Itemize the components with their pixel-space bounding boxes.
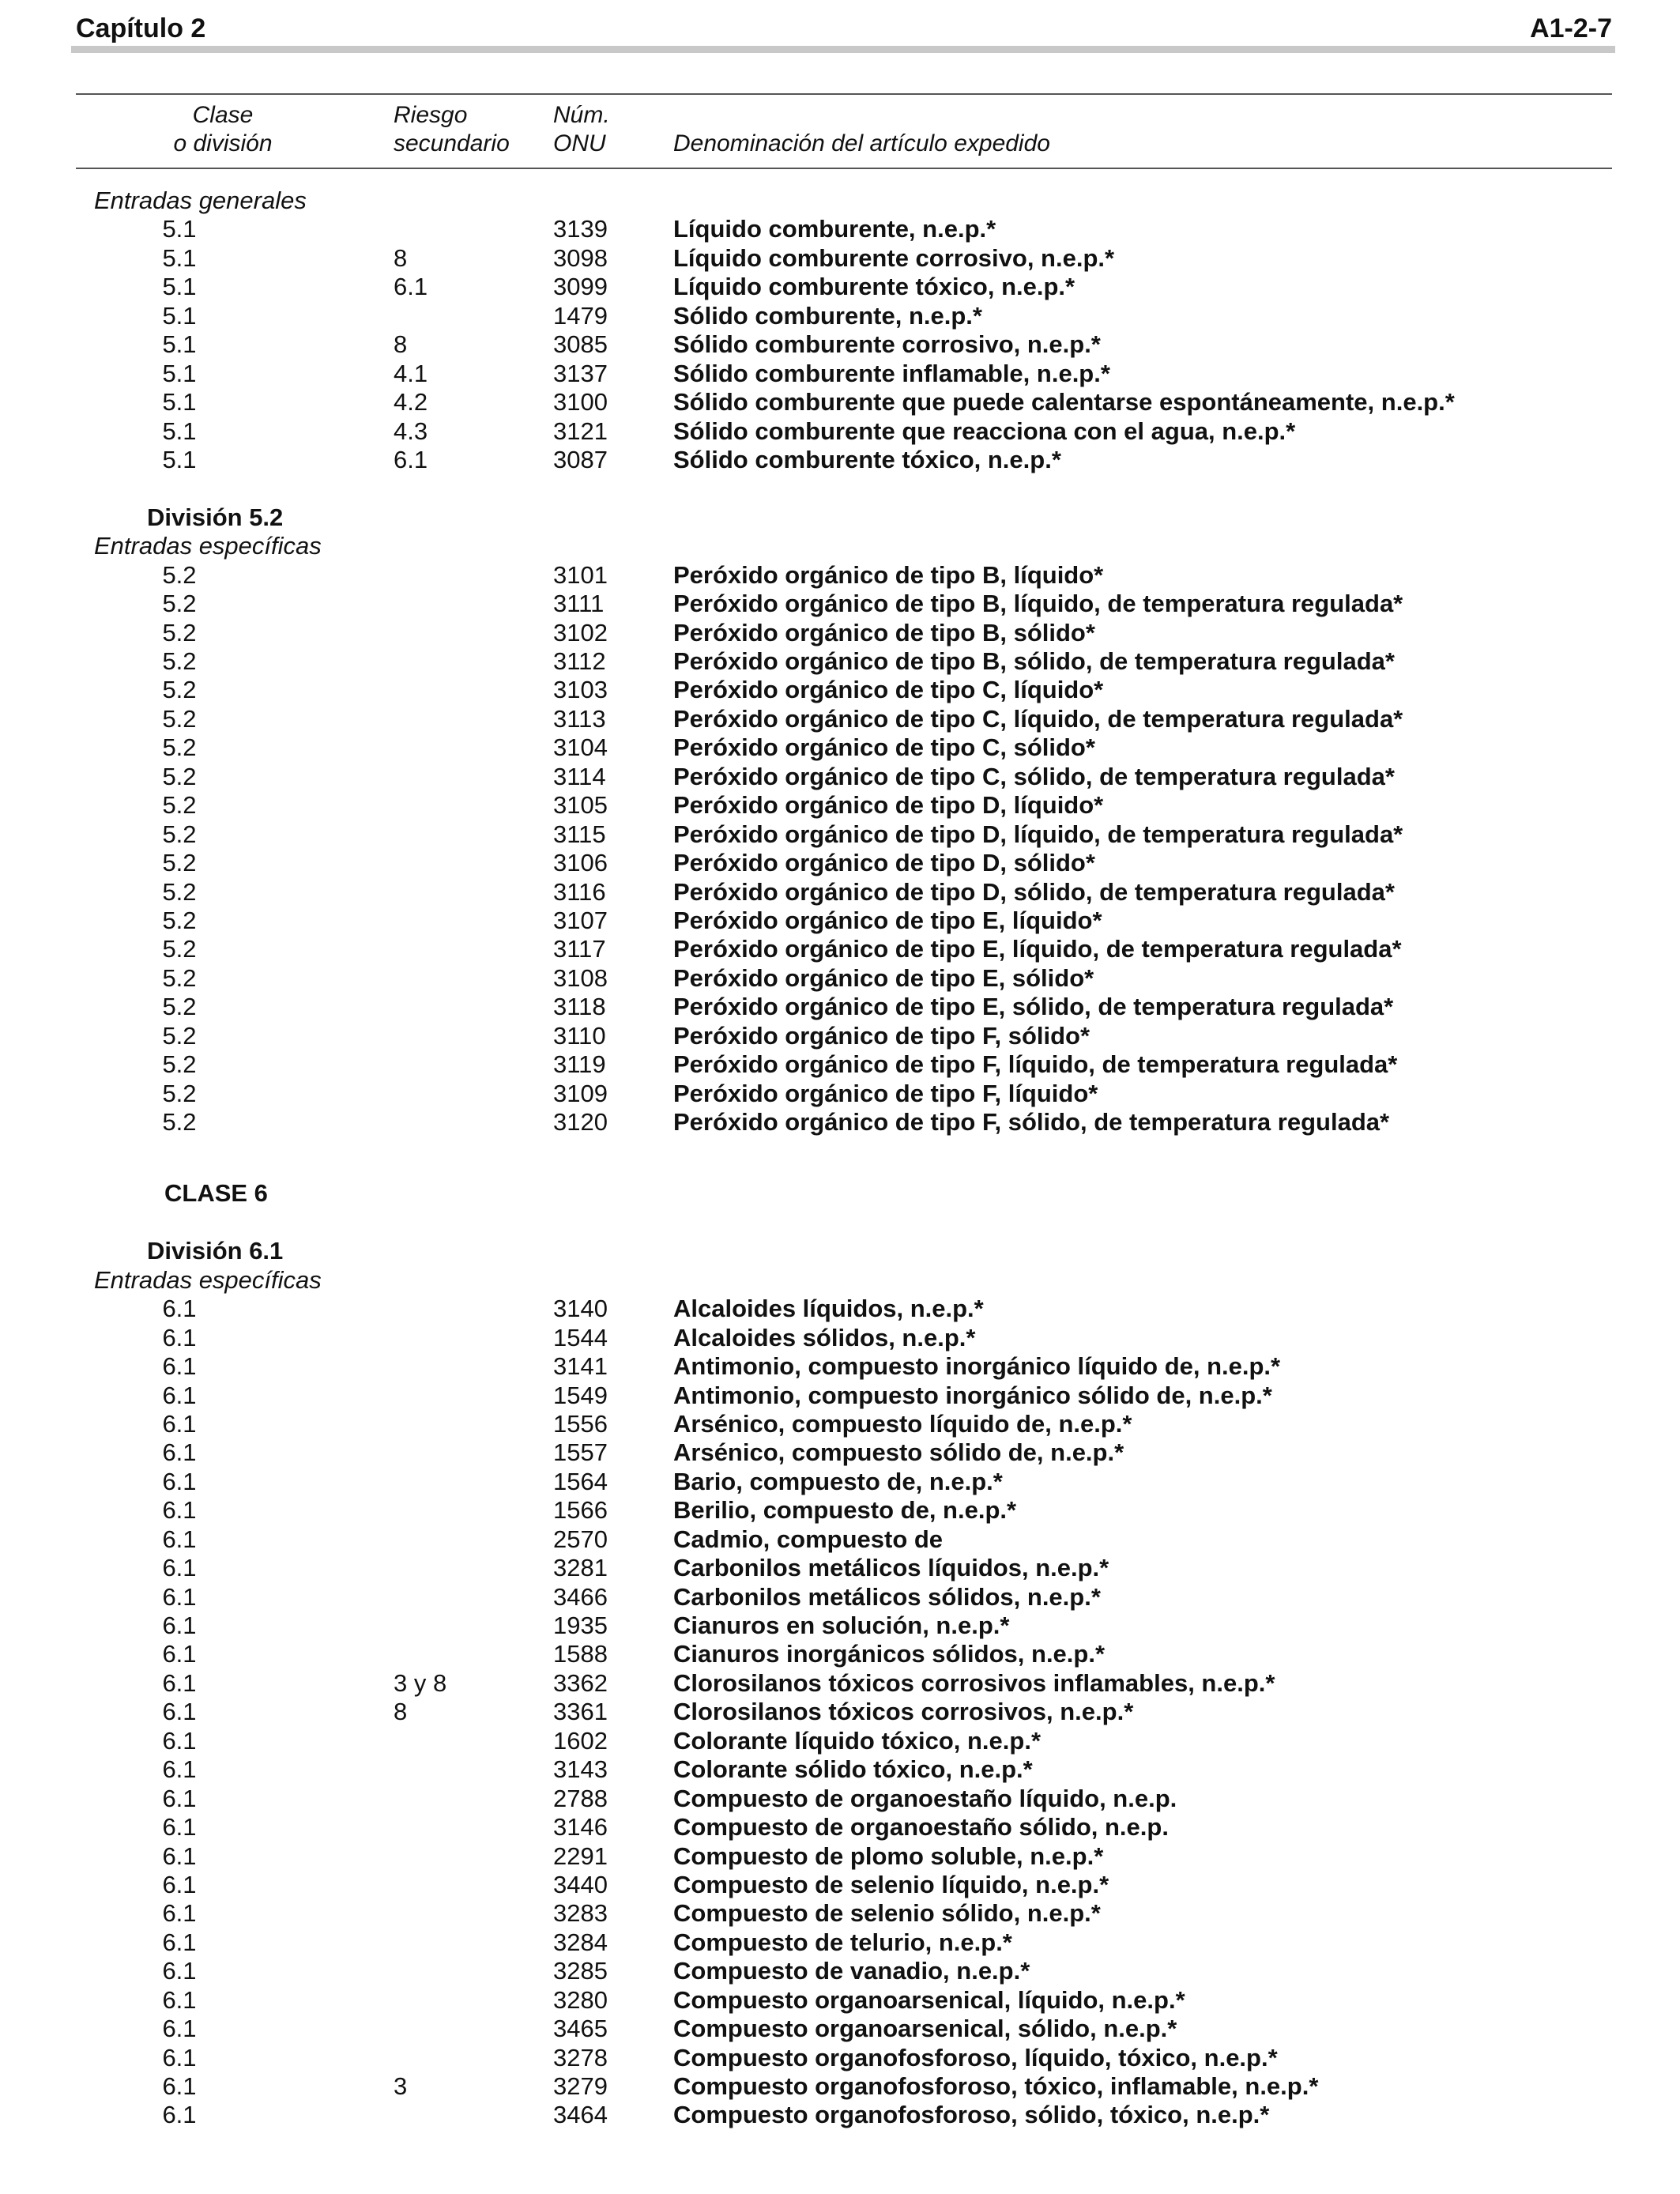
table-row [0,1022,1680,1050]
table-row [0,1438,1680,1467]
un-number-cell: 3110 [553,1021,606,1050]
class-cell: 6.1 [162,1295,197,1323]
table-row [0,1583,1680,1612]
shipping-name-cell: Peróxido orgánico de tipo F, sólido* [673,1021,1090,1050]
un-number-cell: 3119 [553,1050,606,1079]
column-header-shipping-name: Denominación del artículo expedido [673,130,1050,156]
shipping-name-cell: Peróxido orgánico de tipo B, sólido* [673,618,1095,647]
secondary-risk-cell: 6.1 [394,445,428,473]
un-number-cell: 2570 [553,1525,608,1553]
shipping-name-cell: Peróxido orgánico de tipo F, sólido, de temperatura regulada* [673,1108,1390,1136]
class-cell: 6.1 [162,1928,197,1956]
table-row [0,1669,1680,1698]
shipping-name-cell: Sólido comburente que reacciona con el agua, n.e.p.* [673,417,1296,445]
class-cell: 6.1 [162,2015,197,2043]
class-cell: 6.1 [162,1612,197,1639]
class-cell: 5.2 [162,676,197,704]
table-row [0,1785,1680,1813]
class-cell: 5.1 [162,417,197,445]
class-cell: 5.1 [162,330,197,359]
un-number-cell: 3464 [553,2101,608,2129]
shipping-name-cell: Peróxido orgánico de tipo C, líquido, de temperatura regulada* [673,704,1403,733]
table-row [0,1871,1680,1899]
class-cell: 6.1 [162,1668,197,1697]
table-row [0,993,1680,1021]
shipping-name-cell: Líquido comburente tóxico, n.e.p.* [673,273,1075,301]
class-cell: 5.2 [162,993,197,1021]
shipping-name-cell: Compuesto organofosforoso, tóxico, inflamable, n.e.p.* [673,2072,1319,2100]
class-cell: 5.2 [162,820,197,848]
un-number-cell: 3099 [553,273,608,301]
shipping-name-cell: Peróxido orgánico de tipo E, sólido* [673,963,1094,992]
class-cell: 6.1 [162,1813,197,1842]
class-cell: 5.1 [162,215,197,243]
section-division-5-2-specific: Entradas específicas [94,532,322,560]
table-row [0,1813,1680,1842]
table-header-bottom-rule [76,168,1612,169]
class-cell: 5.2 [162,762,197,790]
shipping-name-cell: Peróxido orgánico de tipo B, líquido, de temperatura regulada* [673,590,1403,618]
shipping-name-cell: Compuesto de selenio sólido, n.e.p.* [673,1899,1101,1928]
table-row [0,2072,1680,2101]
un-number-cell: 1549 [553,1381,608,1409]
un-number-cell: 1479 [553,301,608,330]
shipping-name-cell: Arsénico, compuesto sólido de, n.e.p.* [673,1438,1124,1467]
shipping-name-cell: Compuesto organoarsenical, líquido, n.e.p.* [673,1985,1185,2014]
un-number-cell: 3098 [553,243,608,272]
page-reference: A1-2-7 [1530,13,1612,43]
class-cell: 5.2 [162,590,197,618]
class-cell: 5.1 [162,301,197,330]
un-number-cell: 3281 [553,1554,608,1582]
secondary-risk-cell: 8 [394,1698,408,1726]
class-cell: 6.1 [162,1582,197,1611]
class-cell: 5.2 [162,1050,197,1079]
class-cell: 5.1 [162,359,197,387]
column-header-class: Clase o división [173,102,273,156]
class-cell: 6.1 [162,1957,197,1985]
shipping-name-cell: Compuesto de selenio líquido, n.e.p.* [673,1870,1109,1898]
class-cell: 5.2 [162,791,197,820]
class-cell: 5.2 [162,1079,197,1107]
shipping-name-cell: Peróxido orgánico de tipo E, líquido* [673,906,1102,934]
shipping-name-cell: Compuesto de organoestaño sólido, n.e.p. [673,1813,1169,1842]
un-number-cell: 3087 [553,445,608,473]
table-row [0,1352,1680,1381]
shipping-name-cell: Peróxido orgánico de tipo C, sólido* [673,733,1095,762]
class-cell: 5.2 [162,704,197,733]
un-number-cell: 3141 [553,1352,608,1381]
shipping-name-cell: Compuesto organofosforoso, sólido, tóxico, n.e.p.* [673,2101,1270,2129]
shipping-name-cell: Alcaloides líquidos, n.e.p.* [673,1295,984,1323]
un-number-cell: 3280 [553,1985,608,2014]
table-row [0,244,1680,273]
table-row [0,1050,1680,1079]
un-number-cell: 3279 [553,2072,608,2100]
un-number-cell: 3116 [553,877,606,906]
chapter-label: Capítulo 2 [76,13,206,43]
table-row [0,1957,1680,1985]
un-number-cell: 3284 [553,1928,608,1956]
un-number-cell: 2788 [553,1784,608,1812]
class-cell: 5.2 [162,963,197,992]
class-cell: 6.1 [162,1323,197,1351]
class-cell: 6.1 [162,1784,197,1812]
spacer [0,1137,1680,1179]
header-rule [71,46,1615,53]
table-row [0,2044,1680,2072]
un-number-cell: 3278 [553,2043,608,2071]
secondary-risk-cell: 8 [394,330,408,359]
shipping-name-cell: Peróxido orgánico de tipo E, sólido, de temperatura regulada* [673,993,1394,1021]
table-row [0,791,1680,820]
table-row [0,1612,1680,1640]
shipping-name-cell: Peróxido orgánico de tipo D, sólido* [673,849,1095,877]
un-number-cell: 1588 [553,1640,608,1668]
un-number-cell: 3440 [553,1870,608,1898]
un-number-cell: 1556 [553,1409,608,1438]
class-cell: 6.1 [162,1554,197,1582]
shipping-name-cell: Peróxido orgánico de tipo C, líquido* [673,676,1104,704]
un-number-cell: 1544 [553,1323,608,1351]
shipping-name-cell: Sólido comburente inflamable, n.e.p.* [673,359,1110,387]
shipping-name-cell: Sólido comburente que puede calentarse espontáneamente, n.e.p.* [673,388,1455,417]
un-number-cell: 3101 [553,560,608,589]
un-number-cell: 3121 [553,417,608,445]
class-cell: 6.1 [162,1899,197,1928]
un-number-cell: 3108 [553,963,608,992]
un-number-cell: 1602 [553,1726,608,1755]
shipping-name-cell: Peróxido orgánico de tipo C, sólido, de temperatura regulada* [673,762,1395,790]
un-number-cell: 3283 [553,1899,608,1928]
table-row [0,1468,1680,1496]
un-number-cell: 3140 [553,1295,608,1323]
class-cell: 6.1 [162,1467,197,1495]
table-row [0,1899,1680,1928]
table-row [0,360,1680,388]
secondary-risk-cell: 3 y 8 [394,1668,447,1697]
un-number-cell: 1566 [553,1496,608,1525]
un-number-cell: 1564 [553,1467,608,1495]
un-number-cell: 3112 [553,647,606,675]
un-number-cell: 2291 [553,1842,608,1870]
shipping-name-cell: Peróxido orgánico de tipo F, líquido, de temperatura regulada* [673,1050,1398,1079]
table-row [0,964,1680,993]
table-row [0,619,1680,647]
un-number-cell: 3100 [553,388,608,417]
table-row [0,215,1680,243]
un-number-cell: 3105 [553,791,608,820]
class-cell: 6.1 [162,1496,197,1525]
secondary-risk-cell: 4.2 [394,388,428,417]
table-row [0,302,1680,330]
un-number-cell: 3361 [553,1698,608,1726]
table-header-top-rule [76,93,1612,95]
class-cell: 5.1 [162,445,197,473]
shipping-name-cell: Sólido comburente, n.e.p.* [673,301,982,330]
table-row [0,417,1680,446]
un-number-cell: 3465 [553,2015,608,2043]
class-cell: 6.1 [162,1640,197,1668]
table-row [0,2101,1680,2129]
table-row [0,1382,1680,1410]
class-cell: 6.1 [162,1352,197,1381]
table-row [0,705,1680,733]
column-header-secondary-risk: Riesgo secundario [394,102,510,156]
section-division-6-1-specific: Entradas específicas [94,1265,322,1294]
table-row [0,1554,1680,1582]
shipping-name-cell: Líquido comburente, n.e.p.* [673,215,996,243]
table-row [0,330,1680,359]
table-row [0,1080,1680,1108]
class-cell: 6.1 [162,1842,197,1870]
class-cell: 6.1 [162,1870,197,1898]
shipping-name-cell: Berilio, compuesto de, n.e.p.* [673,1496,1017,1525]
un-number-cell: 3111 [553,590,605,618]
un-number-cell: 3137 [553,359,608,387]
shipping-name-cell: Arsénico, compuesto líquido de, n.e.p.* [673,1409,1132,1438]
un-number-cell: 3113 [553,704,606,733]
shipping-name-cell: Colorante sólido tóxico, n.e.p.* [673,1755,1033,1784]
class-cell: 6.1 [162,2101,197,2129]
column-header-un-number: Núm. ONU [553,102,610,156]
table-row [0,676,1680,704]
class-cell: 5.2 [162,1108,197,1136]
un-number-cell: 3104 [553,733,608,762]
class-cell: 6.1 [162,1755,197,1784]
table-row [0,935,1680,963]
un-number-cell: 3114 [553,762,606,790]
secondary-risk-cell: 4.1 [394,359,428,387]
section-division-6-1: División 6.1 [147,1237,284,1265]
un-number-cell: 3103 [553,676,608,704]
class-cell: 5.1 [162,273,197,301]
shipping-name-cell: Compuesto de vanadio, n.e.p.* [673,1957,1030,1985]
secondary-risk-cell: 6.1 [394,273,428,301]
shipping-name-cell: Antimonio, compuesto inorgánico líquido de, n.e.p.* [673,1352,1281,1381]
class-cell: 6.1 [162,1381,197,1409]
un-number-cell: 3466 [553,1582,608,1611]
shipping-name-cell: Peróxido orgánico de tipo E, líquido, de temperatura regulada* [673,935,1402,963]
shipping-name-cell: Líquido comburente corrosivo, n.e.p.* [673,243,1115,272]
class-cell: 6.1 [162,1985,197,2014]
shipping-name-cell: Carbonilos metálicos líquidos, n.e.p.* [673,1554,1109,1582]
class-cell: 5.2 [162,618,197,647]
table-row [0,1410,1680,1438]
table-row [0,1295,1680,1323]
shipping-name-cell: Cianuros inorgánicos sólidos, n.e.p.* [673,1640,1106,1668]
rows-division-6-1 [0,1295,1680,2130]
shipping-name-cell: Peróxido orgánico de tipo D, sólido, de temperatura regulada* [673,877,1395,906]
class-cell: 5.2 [162,849,197,877]
table-row [0,1755,1680,1784]
section-division-5-2: División 5.2 [147,503,284,531]
un-number-cell: 3285 [553,1957,608,1985]
page-header [76,0,1612,44]
table-row [0,907,1680,935]
class-cell: 6.1 [162,1726,197,1755]
un-number-cell: 3118 [553,993,606,1021]
shipping-name-cell: Peróxido orgánico de tipo B, líquido* [673,560,1104,589]
un-number-cell: 3107 [553,906,608,934]
class-cell: 6.1 [162,2043,197,2071]
un-number-cell: 3139 [553,215,608,243]
class-cell: 5.1 [162,388,197,417]
spacer [0,474,1680,503]
table-row [0,590,1680,618]
section-class-6: CLASE 6 [164,1179,268,1208]
table-row [0,647,1680,676]
table-row [0,2015,1680,2043]
un-number-cell: 3109 [553,1079,608,1107]
table-row [0,561,1680,590]
un-number-cell: 3106 [553,849,608,877]
un-number-cell: 1557 [553,1438,608,1467]
un-number-cell: 3120 [553,1108,608,1136]
shipping-name-cell: Cianuros en solución, n.e.p.* [673,1612,1010,1639]
un-number-cell: 3085 [553,330,608,359]
table-row [0,733,1680,762]
class-cell: 5.2 [162,1021,197,1050]
table-row [0,1698,1680,1726]
un-number-cell: 3362 [553,1668,608,1697]
table-row [0,820,1680,849]
table-row [0,273,1680,301]
class-cell: 6.1 [162,1698,197,1726]
un-number-cell: 3115 [553,820,606,848]
shipping-name-cell: Compuesto de telurio, n.e.p.* [673,1928,1012,1956]
table-row [0,1842,1680,1871]
un-number-cell: 3146 [553,1813,608,1842]
shipping-name-cell: Carbonilos metálicos sólidos, n.e.p.* [673,1582,1101,1611]
secondary-risk-cell: 3 [394,2072,408,2100]
class-cell: 5.2 [162,733,197,762]
class-cell: 5.2 [162,647,197,675]
table-row [0,763,1680,791]
class-cell: 6.1 [162,2072,197,2100]
shipping-name-cell: Sólido comburente tóxico, n.e.p.* [673,445,1061,473]
table-row [0,1108,1680,1137]
table-row [0,878,1680,907]
table-row [0,1496,1680,1525]
shipping-name-cell: Peróxido orgánico de tipo F, líquido* [673,1079,1098,1107]
table-row [0,1525,1680,1554]
shipping-name-cell: Peróxido orgánico de tipo D, líquido, de temperatura regulada* [673,820,1403,848]
shipping-name-cell: Colorante líquido tóxico, n.e.p.* [673,1726,1042,1755]
table-body [0,187,1680,2130]
un-number-cell: 3117 [553,935,606,963]
table-row [0,1640,1680,1668]
secondary-risk-cell: 8 [394,243,408,272]
un-number-cell: 3102 [553,618,608,647]
spacer [0,1208,1680,1237]
class-cell: 5.2 [162,935,197,963]
table-row [0,446,1680,474]
shipping-name-cell: Cadmio, compuesto de [673,1525,944,1553]
class-cell: 5.1 [162,243,197,272]
class-cell: 5.2 [162,906,197,934]
shipping-name-cell: Compuesto organoarsenical, sólido, n.e.p.* [673,2015,1177,2043]
class-cell: 6.1 [162,1438,197,1467]
shipping-name-cell: Antimonio, compuesto inorgánico sólido de, n.e.p.* [673,1381,1272,1409]
un-number-cell: 1935 [553,1612,608,1639]
class-cell: 5.2 [162,877,197,906]
class-cell: 5.2 [162,560,197,589]
rows-division-5-1 [0,215,1680,474]
shipping-name-cell: Bario, compuesto de, n.e.p.* [673,1467,1003,1495]
table-row [0,849,1680,877]
shipping-name-cell: Sólido comburente corrosivo, n.e.p.* [673,330,1101,359]
un-number-cell: 3143 [553,1755,608,1784]
shipping-name-cell: Compuesto de organoestaño líquido, n.e.p. [673,1784,1177,1812]
shipping-name-cell: Peróxido orgánico de tipo D, líquido* [673,791,1104,820]
rows-division-5-2 [0,561,1680,1137]
table-row [0,1986,1680,2015]
shipping-name-cell: Compuesto organofosforoso, líquido, tóxico, n.e.p.* [673,2043,1278,2071]
section-general-entries: Entradas generales [94,187,307,214]
shipping-name-cell: Clorosilanos tóxicos corrosivos, n.e.p.* [673,1698,1134,1726]
secondary-risk-cell: 4.3 [394,417,428,445]
class-cell: 6.1 [162,1525,197,1553]
class-cell: 6.1 [162,1409,197,1438]
shipping-name-cell: Clorosilanos tóxicos corrosivos inflamables, n.e.p.* [673,1668,1275,1697]
table-row [0,1928,1680,1957]
shipping-name-cell: Peróxido orgánico de tipo B, sólido, de temperatura regulada* [673,647,1395,675]
table-row [0,388,1680,417]
table-row [0,1727,1680,1755]
table-row [0,1324,1680,1352]
shipping-name-cell: Alcaloides sólidos, n.e.p.* [673,1323,976,1351]
shipping-name-cell: Compuesto de plomo soluble, n.e.p.* [673,1842,1104,1870]
